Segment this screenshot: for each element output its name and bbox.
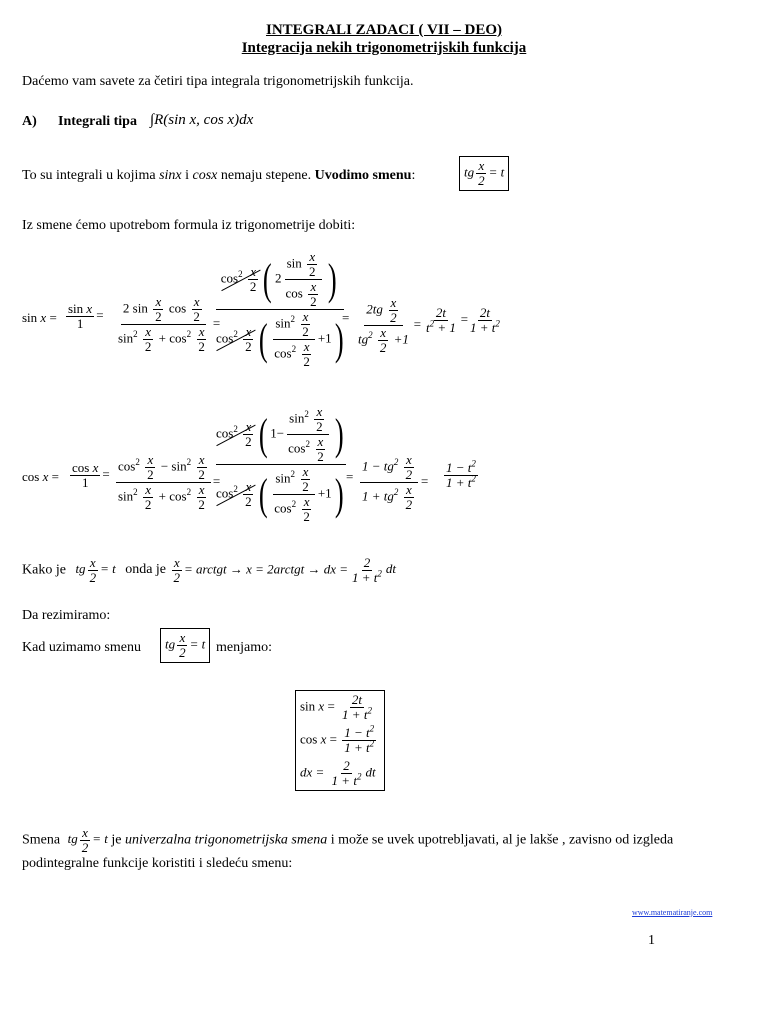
para1: [22, 168, 415, 184]
substitution-box: tg $\frac{x}{2}$ = t: [459, 156, 509, 191]
final-rest: i može se uvek upotrebljavati, al je lakše , zavisno od izgleda: [327, 832, 674, 848]
para1-cosx: cosx: [192, 168, 218, 183]
page-title: INTEGRALI ZADACI ( VII – DEO): [265, 22, 502, 38]
cos-derivation: cos x = $\frac{\text{cos x}}{1}$ = $\cos^2$ $\frac{x}{2}$ − $\sin^2$ $\frac{x}{2}$ $\sin^2$ $\frac{x}{2}$ + $\cos^2$ $\frac{x}{2}$ = $\cos^2$ $\frac{x}{2}$ ( 1− $\sin^2$ $\frac{x}{2}$ $\cos^2$ $\frac{x}{2}$ ) $\cos^2$ $\frac{x}{2}$ ( $\sin^2$ $\frac{x}{2}$ $\cos^2$ $\frac{x}{2}$ +1) = $1 - tg^2$ $\frac{x}{2}$ $1 + tg^2$ $\frac{x}{2}$ = $\frac{1 - t^2}{1 + t^2}$: [22, 404, 476, 524]
para1-mid: i: [181, 168, 193, 183]
final-mid: je: [111, 832, 122, 848]
summary-line1: Da rezimiramo:: [22, 608, 111, 623]
page-number: 1: [648, 933, 655, 948]
sin-derivation: sin x = $\frac{\text{sin x}}{1}$ = 2 sin $\frac{x}{2}$ cos $\frac{x}{2}$ $\sin^2$ $\frac{x}{2}$ + $\cos^2$ $\frac{x}{2}$ = $\cos^2$ $\frac{x}{2}$ ( 2 sin $\frac{x}{2}$ cos $\frac{x}{2}$ ) $\cos^2$ $\frac{x}{2}$ ( $\sin^2$ $\frac{x}{2}$ $\cos^2$ $\frac{x}{2}$ +1) = 2tg $\frac{x}{2}$ $tg^2$ $\frac{x}{2}$ +1 = $\frac{2t}{t^2 + 1}$ = $\frac{2t}{1 + t^2}$: [22, 249, 500, 369]
final-italic: univerzalna trigonometrijska smena: [124, 832, 328, 848]
summary-line2: Kad uzimamo smenu: [22, 640, 141, 655]
section-heading: Integrali tipa: [58, 114, 137, 129]
summary-end: menjamo:: [216, 640, 272, 655]
kako-line: Kako je tg $\frac{x}{2}$ = t onda je $\frac{x}{2}$ = arctgt → x = 2arctgt → dx = $\frac{2}{1 + t^2}$ dt: [22, 555, 397, 585]
intro-text: Dаćemo vam savete za četiri tipa integrala trigonometrijskih funkcija.: [22, 74, 414, 89]
footer-link[interactable]: www.matematiranje.com: [632, 908, 713, 917]
para1-start: To su integrali u kojima: [22, 168, 160, 183]
final-line1: Smena tg $\frac{x}{2}$ = t je univerzalna trigonometrijska smena i može se uvek upotrebljavati, al je lakše , zavisno od izgleda: [22, 825, 674, 855]
para1-end: nemaju stepene.: [217, 168, 315, 183]
kako-mid: onda je: [125, 562, 167, 578]
para1-sinx: sinx: [159, 168, 182, 183]
para1-bold: Uvodimo smenu: [314, 168, 412, 183]
page-subtitle: Integracija nekih trigonometrijskih funkcija: [241, 40, 527, 56]
section-label: A): [22, 114, 37, 129]
para1-colon: :: [411, 168, 416, 183]
kako-rest: = arctgt → x = 2arctgt → dx =: [184, 561, 349, 577]
kako-prefix: Kako je: [22, 562, 66, 578]
final-line2: podintegralne funkcije koristiti i sledeću smenu:: [22, 856, 293, 871]
final-prefix: Smena: [22, 832, 61, 848]
para2: Iz smene ćemo upotrebom formula iz trigonometrije dobiti:: [22, 218, 356, 233]
summary-formula-box: sin x = $\frac{2t}{1 + t^2}$ cos x = $\frac{1 - t^2}{1 + t^2}$ dx = $\frac{2}{1 + t^2}$ dt: [295, 690, 385, 791]
substitution-box-2: tg $\frac{x}{2}$ = t: [160, 628, 210, 663]
section-formula: ∫R(sin x, cos x)dx: [150, 112, 254, 128]
